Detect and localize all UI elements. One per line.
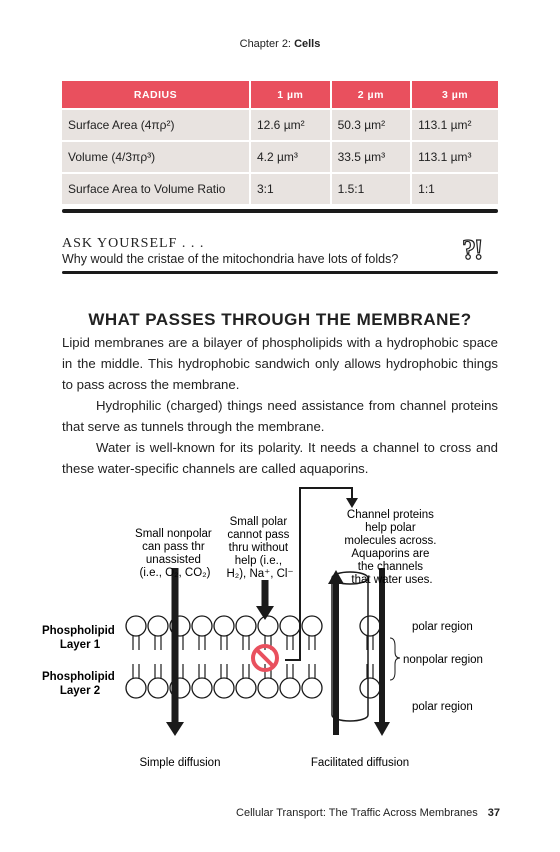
table-row [62, 141, 498, 173]
question-exclamation-icon: ?! [462, 235, 482, 266]
table-cell: 33.5 µm³ [331, 141, 412, 173]
table-cell: 4.2 µm³ [250, 141, 331, 173]
simple-diffusion-label: Simple diffusion [139, 757, 221, 769]
table-header-row [62, 81, 498, 109]
table-cell: 12.6 µm² [250, 109, 331, 141]
page-number: 37 [487, 807, 500, 819]
ratio-table [62, 81, 498, 204]
divider [62, 209, 498, 213]
layer2-label: Phospholipid Layer 2 [41, 671, 115, 697]
page-footer [0, 807, 500, 819]
ask-yourself-question: Why would the cristae of the mitochondria have lots of folds? [62, 252, 399, 266]
header-1um: 1 µm [250, 81, 331, 109]
phospholipid-head [258, 678, 278, 698]
channel-label: Channel proteins help polar molecules across. Aquaporins are the channels that water uses. [344, 509, 437, 586]
page-header [0, 38, 560, 50]
header-3um: 3 µm [411, 81, 498, 109]
layer1-label: Phospholipid Layer 1 [41, 625, 115, 651]
arrowhead [374, 722, 390, 736]
phospholipid-head [126, 678, 146, 698]
polar-label: Small polar cannot pass thru without help (i.e., H₂), Na⁺, Cl⁻ [226, 516, 294, 580]
arrowhead [166, 722, 184, 736]
region-brace [390, 638, 400, 680]
table-cell: 1:1 [411, 173, 498, 204]
chapter-title: Cells [294, 38, 321, 50]
phospholipid-head [236, 678, 256, 698]
paragraph: Hydrophilic (charged) things need assistance from channel proteins that serve as tunnels through the membrane. [62, 398, 498, 434]
facilitated-diffusion-label: Facilitated diffusion [310, 757, 410, 769]
table-row [62, 109, 498, 141]
table-cell: 1.5:1 [331, 173, 412, 204]
table-cell: 113.1 µm² [411, 109, 498, 141]
row-label: Volume (4/3πρ³) [62, 141, 250, 173]
nonpolar-label: Small nonpolar can pass thr unassisted (i.e., O₂, CO₂) [135, 528, 212, 579]
paragraph: Water is well-known for its polarity. It needs a channel to cross and these water-specific channels are called aquaporins. [62, 440, 498, 476]
polar-region-top-label: polar region [412, 621, 473, 633]
header-radius: RADIUS [62, 81, 250, 109]
phospholipid-head [192, 678, 212, 698]
phospholipid-head [148, 678, 168, 698]
polar-region-bottom-label: polar region [412, 701, 473, 713]
phospholipid-head [280, 616, 300, 636]
phospholipid-head [302, 678, 322, 698]
arrowhead [346, 498, 358, 508]
section-title: WHAT PASSES THROUGH THE MEMBRANE? [88, 310, 472, 329]
paragraph: Lipid membranes are a bilayer of phospholipids with a hydrophobic space in the middle. This hydrophobic sandwich only allows hydrophobic things to pass across the membrane. [62, 335, 498, 392]
row-label: Surface Area (4πρ²) [62, 109, 250, 141]
ask-yourself-title: ASK YOURSELF . . . [62, 236, 205, 251]
header-2um: 2 µm [331, 81, 412, 109]
phospholipid-head [148, 616, 168, 636]
phospholipid-head [360, 616, 380, 636]
row-label: Surface Area to Volume Ratio [62, 173, 250, 204]
phospholipid-head [192, 616, 212, 636]
membrane-diagram [40, 480, 520, 780]
nonpolar-region-label: nonpolar region [403, 654, 483, 666]
table-cell: 3:1 [250, 173, 331, 204]
phospholipid-head [236, 616, 256, 636]
phospholipid-head [302, 616, 322, 636]
phospholipid-head [280, 678, 300, 698]
footer-text: Cellular Transport: The Traffic Across Membranes [236, 807, 478, 819]
table-row [62, 173, 498, 204]
table-cell: 50.3 µm² [331, 109, 412, 141]
divider [62, 271, 498, 274]
phospholipid-head [126, 616, 146, 636]
phospholipid-head [214, 616, 234, 636]
phospholipid-head [258, 616, 278, 636]
table-cell: 113.1 µm³ [411, 141, 498, 173]
chapter-label: Chapter 2: [239, 38, 291, 50]
phospholipid-head [360, 678, 380, 698]
phospholipid-head [214, 678, 234, 698]
